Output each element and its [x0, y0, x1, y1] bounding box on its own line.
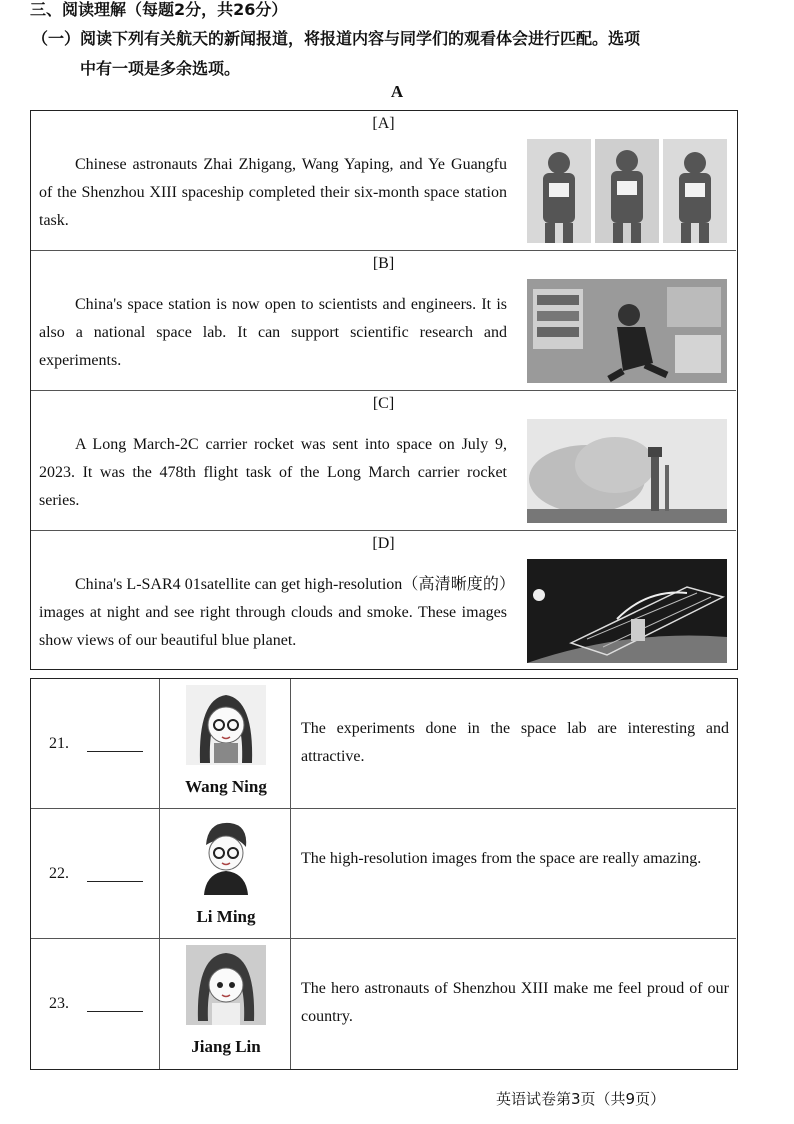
student-cell [161, 809, 291, 939]
match-row [31, 679, 736, 809]
news-item-b [31, 251, 736, 391]
news-item-c [31, 391, 736, 531]
page-footer: 英语试卷第3页（共9页） [496, 1090, 666, 1108]
answer-blank[interactable] [87, 1011, 143, 1012]
match-table [30, 678, 738, 1070]
news-text: A Long March-2C carrier rocket was sent into space on July 9, 2023. It was the 478th flight task of the Long March carrier rocket series. [39, 436, 507, 509]
girl-avatar [186, 945, 266, 1025]
match-row [31, 939, 736, 1069]
student-cell [161, 679, 291, 809]
comment-text: The high-resolution images from the space are really amazing. [301, 850, 702, 867]
news-text: China's L-SAR4 01satellite can get high-resolution（高清晰度的）images at night and see right through clouds and smoke. These images show views of our beautiful blue planet. [39, 576, 507, 649]
space-lab-photo [527, 279, 727, 383]
student-name: Li Ming [196, 907, 256, 926]
rocket-launch-photo [527, 419, 727, 523]
news-item-d [31, 531, 736, 671]
girl-glasses-avatar [186, 685, 266, 765]
student-name: Wang Ning [185, 777, 267, 796]
news-text: China's space station is now open to scientists and engineers. It is also a national space lab. It can support scientific research and experiments. [39, 296, 507, 369]
question-number: 21. [49, 735, 69, 752]
comment-text: The hero astronauts of Shenzhou XIII make me feel proud of our country. [301, 980, 729, 1025]
answer-blank[interactable] [87, 751, 143, 752]
student-name: Jiang Lin [191, 1037, 261, 1056]
instruction-line-1: （一）阅读下列有关航天的新闻报道，将报道内容与同学们的观看体会进行匹配。选项 [32, 29, 641, 48]
number-cell [31, 939, 160, 1069]
satellite-photo [527, 559, 727, 663]
news-label: [D] [372, 535, 395, 552]
number-cell [31, 809, 160, 939]
news-label: [A] [372, 115, 395, 132]
instruction-line-2: 中有一项是多余选项。 [80, 59, 241, 78]
section-heading: 三、阅读理解（每题2分，共26分） [30, 0, 288, 19]
comment-text: The experiments done in the space lab are interesting and attractive. [301, 720, 729, 765]
boy-glasses-avatar [186, 815, 266, 895]
match-row [31, 809, 736, 939]
news-text: Chinese astronauts Zhai Zhigang, Wang Yaping, and Ye Guangfu of the Shenzhou XIII spaceship completed their six-month space station task. [39, 156, 507, 229]
astronauts-photo [527, 139, 727, 243]
answer-blank[interactable] [87, 881, 143, 882]
news-label: [B] [372, 255, 395, 272]
news-box [30, 110, 738, 670]
student-cell [161, 939, 291, 1069]
question-number: 22. [49, 865, 69, 882]
question-number: 23. [49, 995, 69, 1012]
news-label: [C] [372, 395, 395, 412]
section-label: A [390, 82, 404, 101]
news-item-a [31, 111, 736, 251]
number-cell [31, 679, 160, 809]
